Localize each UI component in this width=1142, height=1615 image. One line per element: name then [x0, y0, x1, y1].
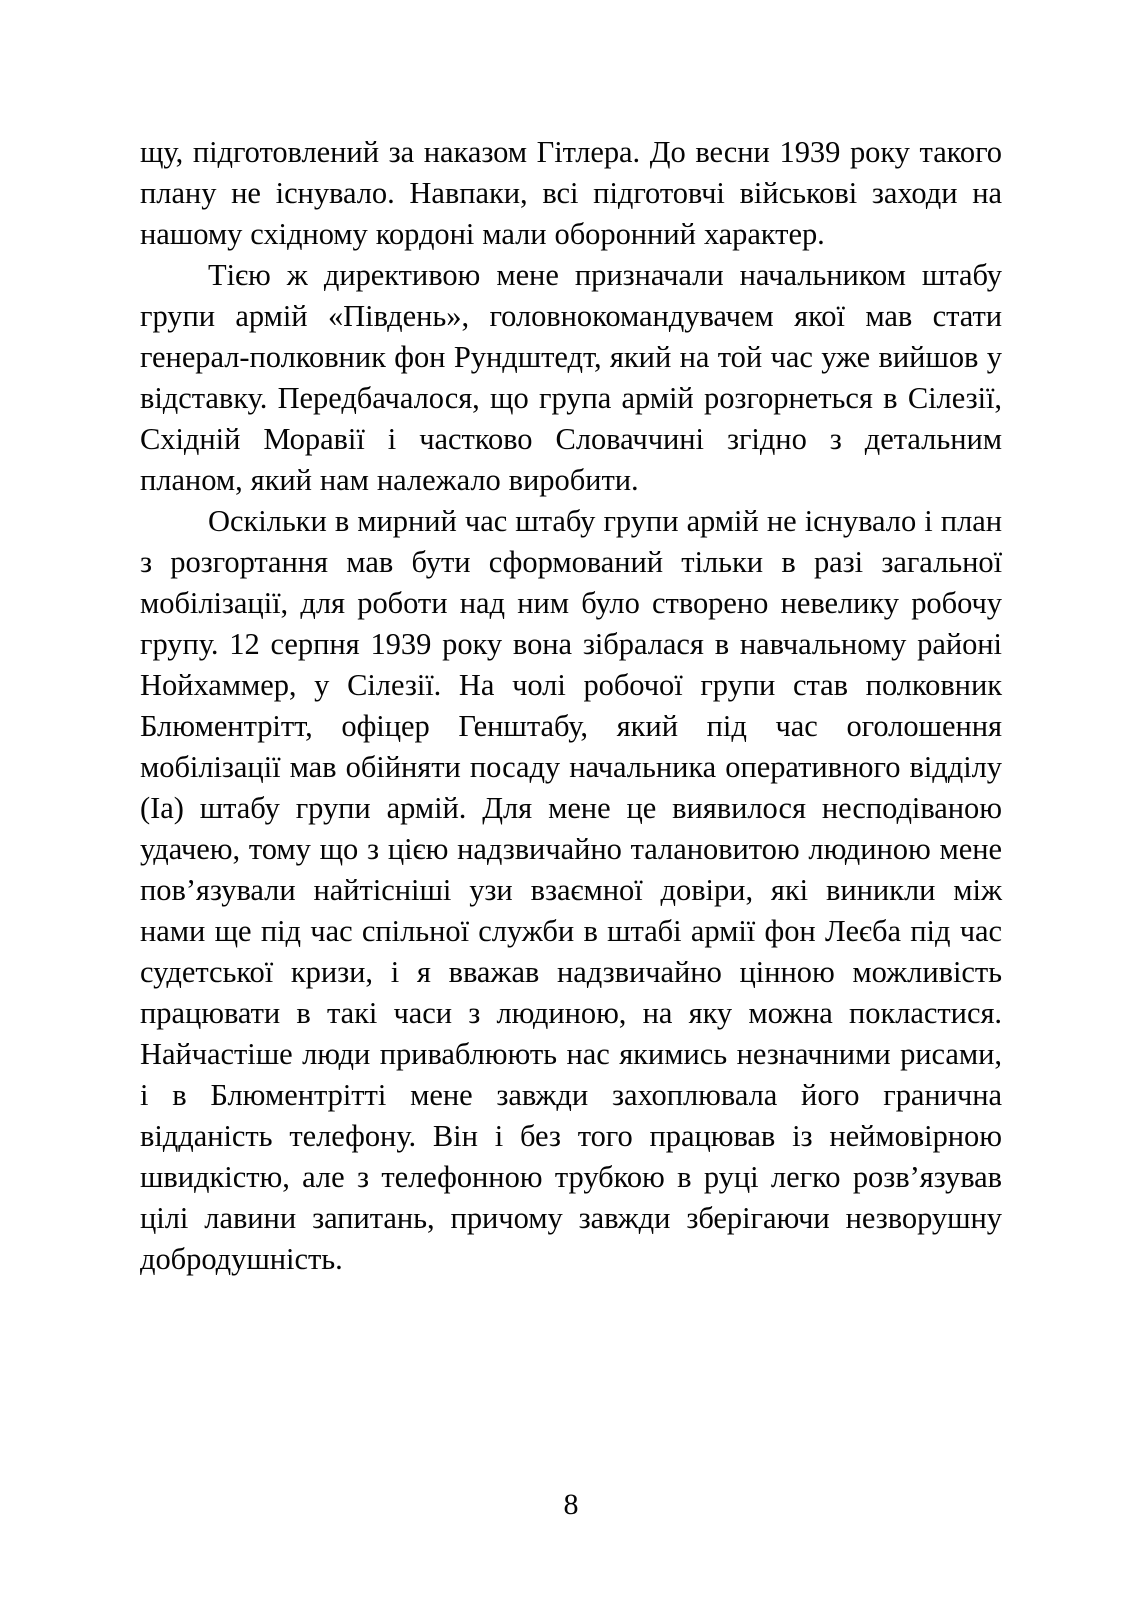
body-text-column	[140, 132, 1002, 1280]
paragraph-directive: Тією ж директивою мене призначали начальником штабу групи армій «Південь», головнокомандувачем якої мав стати генерал-полковник фон Рундштедт, який на той час уже вийшов у відставку. Передбачалося, що група армій розгорнеться в Сілезії, Східній Моравії і частково Словаччині згідно з детальним планом, який нам належало виробити.	[140, 258, 1002, 497]
paragraph-working-group: Оскільки в мирний час штабу групи армій не існувало і план з розгортання мав бути сформований тільки в разі загальної мобілізації, для роботи над ним було створено невелику робочу групу. 12 серпня 1939 року вона зібралася в навчальному районі Нойхаммер, у Сілезії. На чолі робочої групи став полковник Блюментрітт, офіцер Генштабу, який під час оголошення мобілізації мав обійняти посаду начальника оперативного відділу (Ia) штабу групи армій. Для мене це виявилося несподіваною удачею, тому що з цією надзвичайно талановитою людиною мене пов’язували найтісніші узи взаємної довіри, які виникли між нами ще під час спільної служби в штабі армії фон Леєба під час судетської кризи, і я вважав надзвичайно цінною можливість працювати в такі часи з людиною, на яку можна покластися. Найчастіше люди приваблюють нас якимись незначними рисами, і в Блюментрітті мене завжди захоплювала його гранична відданість телефону. Він і без того працював із неймовірною швидкістю, але з телефонною трубкою в руці легко розв’язував цілі лавини запитань, причому завжди зберігаючи незворушну добродушність.	[140, 504, 1002, 1276]
paragraph-continued: щу, підготовлений за наказом Гітлера. До весни 1939 року такого плану не існувало. Навпаки, всі підготовчі військові заходи на нашому східному кордоні мали оборонний характер.	[140, 135, 1002, 251]
page-number: 8	[563, 1488, 579, 1521]
